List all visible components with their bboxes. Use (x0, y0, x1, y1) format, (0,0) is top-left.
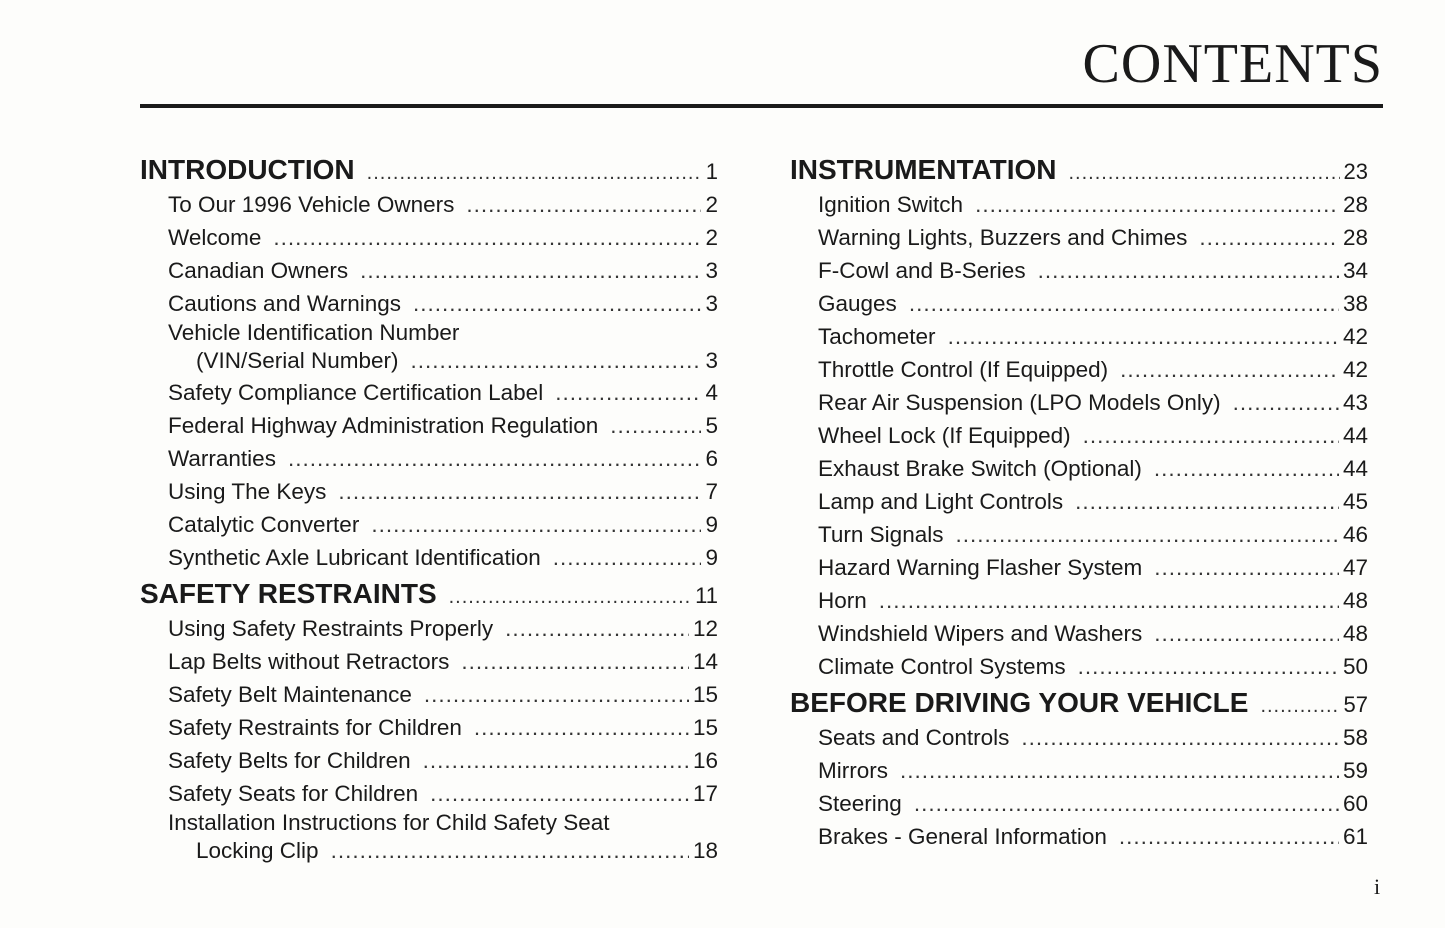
dot-leader (411, 346, 702, 376)
section-heading: INSTRUMENTATION (790, 154, 1057, 185)
toc-entry[interactable] (790, 650, 1368, 683)
dot-leader (288, 442, 702, 475)
entry-title: Catalytic Converter (168, 512, 360, 537)
page-number: 9 (705, 512, 718, 537)
dot-leader (1119, 820, 1339, 853)
dot-leader (1154, 452, 1339, 485)
dot-leader (975, 188, 1339, 221)
entry-title: Ignition Switch (818, 192, 964, 217)
entry-title: Installation Instructions for Child Safety Seat (168, 810, 610, 835)
section-heading: SAFETY RESTRAINTS (140, 578, 437, 609)
entry-title: Mirrors (818, 758, 888, 783)
dot-leader (424, 678, 689, 711)
section-heading: BEFORE DRIVING YOUR VEHICLE (790, 687, 1249, 718)
toc-section-safety-restraints[interactable] (140, 576, 718, 612)
toc-entry[interactable] (790, 353, 1368, 386)
toc-entry[interactable] (140, 475, 718, 508)
entry-title: Warning Lights, Buzzers and Chimes (818, 225, 1188, 250)
toc-entry[interactable] (140, 221, 718, 254)
toc-entry[interactable] (790, 452, 1368, 485)
dot-leader (449, 579, 692, 615)
toc-entry[interactable] (790, 188, 1368, 221)
entry-title: Federal Highway Administration Regulation (168, 413, 599, 438)
dot-leader (914, 787, 1339, 820)
toc-entry[interactable] (140, 409, 718, 442)
dot-leader (1233, 386, 1339, 419)
entry-title: Safety Seats for Children (168, 781, 419, 806)
toc-entry[interactable] (790, 787, 1368, 820)
page-number: 14 (692, 649, 718, 674)
page-title: CONTENTS (1082, 33, 1383, 95)
toc-entry[interactable] (790, 419, 1368, 452)
dot-leader (879, 584, 1339, 617)
entry-title: Horn (818, 588, 867, 613)
toc-entry[interactable] (790, 485, 1368, 518)
entry-title: Tachometer (818, 324, 936, 349)
dot-leader (909, 287, 1339, 320)
toc-entry[interactable] (140, 744, 718, 777)
toc-left-column (140, 150, 718, 866)
page-number: 46 (1342, 522, 1368, 547)
page-number: 4 (705, 380, 718, 405)
page-number: 44 (1342, 456, 1368, 481)
toc-entry[interactable] (140, 678, 718, 711)
dot-leader (338, 475, 701, 508)
dot-leader (553, 541, 702, 574)
dot-leader (331, 836, 689, 866)
toc-entry-wrapped[interactable] (140, 810, 718, 866)
page-number: 42 (1342, 324, 1368, 349)
dot-leader (1038, 254, 1339, 287)
dot-leader (555, 376, 701, 409)
toc-entry[interactable] (140, 508, 718, 541)
entry-title: Safety Belt Maintenance (168, 682, 412, 707)
dot-leader (1083, 419, 1339, 452)
entry-title: Brakes - General Information (818, 824, 1107, 849)
page-number: 2 (705, 225, 718, 250)
toc-right-column (790, 150, 1368, 853)
dot-leader (430, 777, 689, 810)
toc-entry[interactable] (790, 386, 1368, 419)
page-number: 7 (705, 479, 718, 504)
entry-title: Welcome (168, 225, 262, 250)
entry-title: Vehicle Identification Number (168, 320, 460, 345)
toc-entry[interactable] (140, 541, 718, 574)
toc-section-instrumentation[interactable] (790, 152, 1368, 188)
toc-entry[interactable] (790, 754, 1368, 787)
dot-leader (1154, 551, 1339, 584)
page-number: 44 (1342, 423, 1368, 448)
toc-entry[interactable] (790, 617, 1368, 650)
dot-leader (360, 254, 701, 287)
entry-title: F-Cowl and B-Series (818, 258, 1026, 283)
page-number: 45 (1342, 489, 1368, 514)
page-number: 38 (1342, 291, 1368, 316)
entry-title: Warranties (168, 446, 276, 471)
dot-leader (371, 508, 701, 541)
dot-leader (1154, 617, 1339, 650)
toc-entry[interactable] (140, 645, 718, 678)
dot-leader (1021, 721, 1339, 754)
page-number-footer: i (1374, 874, 1381, 899)
dot-leader (948, 320, 1339, 353)
dot-leader (955, 518, 1338, 551)
entry-title: Climate Control Systems (818, 654, 1066, 679)
page-number: 5 (705, 413, 718, 438)
dot-leader (273, 221, 701, 254)
toc-section-before-driving[interactable] (790, 685, 1368, 721)
entry-title: Windshield Wipers and Washers (818, 621, 1143, 646)
toc-entry[interactable] (140, 188, 718, 221)
dot-leader (900, 754, 1339, 787)
entry-title: Synthetic Axle Lubricant Identification (168, 545, 541, 570)
toc-entry[interactable] (790, 320, 1368, 353)
page-number: 2 (705, 192, 718, 217)
toc-entry[interactable] (790, 551, 1368, 584)
entry-title: Safety Belts for Children (168, 748, 411, 773)
dot-leader (1120, 353, 1339, 386)
entry-title: Using The Keys (168, 479, 327, 504)
dot-leader (1260, 688, 1339, 724)
toc-entry[interactable] (140, 442, 718, 475)
page-number: 28 (1342, 225, 1368, 250)
page-number: 58 (1342, 725, 1368, 750)
page-number: 15 (692, 682, 718, 707)
entry-title: Using Safety Restraints Properly (168, 616, 494, 641)
toc-entry[interactable] (790, 584, 1368, 617)
dot-leader (474, 711, 689, 744)
page-number: 60 (1342, 791, 1368, 816)
page-number: 17 (692, 781, 718, 806)
toc-entry[interactable] (140, 711, 718, 744)
page-number: 57 (1343, 692, 1368, 717)
toc-entry[interactable] (140, 376, 718, 409)
toc-entry[interactable] (140, 612, 718, 645)
page-number: 1 (705, 159, 718, 184)
toc-section-introduction[interactable] (140, 152, 718, 188)
page-number: 18 (692, 838, 718, 863)
page-number: 3 (705, 291, 718, 316)
dot-leader (461, 645, 689, 678)
page-number: 12 (692, 616, 718, 641)
dot-leader (1199, 221, 1339, 254)
toc-entry[interactable] (140, 777, 718, 810)
page-number: 42 (1342, 357, 1368, 382)
page-number: 48 (1342, 621, 1368, 646)
entry-title: Turn Signals (818, 522, 944, 547)
page-number: 3 (705, 348, 718, 373)
page-number: 23 (1343, 159, 1368, 184)
toc-entry[interactable] (140, 254, 718, 287)
page-number: 3 (705, 258, 718, 283)
entry-title: Lamp and Light Controls (818, 489, 1064, 514)
dot-leader (1075, 485, 1339, 518)
entry-title: Gauges (818, 291, 897, 316)
dot-leader (466, 188, 701, 221)
entry-title: Lap Belts without Retractors (168, 649, 450, 674)
page-number: 43 (1342, 390, 1368, 415)
entry-title: Safety Compliance Certification Label (168, 380, 544, 405)
entry-title: Canadian Owners (168, 258, 349, 283)
page-number: 47 (1342, 555, 1368, 580)
page-number: 59 (1342, 758, 1368, 783)
entry-title: Safety Restraints for Children (168, 715, 462, 740)
entry-title: Steering (818, 791, 902, 816)
dot-leader (1069, 155, 1340, 191)
dot-leader (505, 612, 689, 645)
dot-leader (1078, 650, 1339, 683)
toc-entry[interactable] (140, 287, 718, 320)
page-number: 16 (692, 748, 718, 773)
toc-entry[interactable] (790, 820, 1368, 853)
title-rule (140, 104, 1383, 108)
entry-title: Exhaust Brake Switch (Optional) (818, 456, 1142, 481)
page-number: 61 (1342, 824, 1368, 849)
section-heading: INTRODUCTION (140, 154, 355, 185)
page-number: 15 (692, 715, 718, 740)
entry-title: Seats and Controls (818, 725, 1010, 750)
toc-entry-wrapped[interactable] (140, 320, 718, 376)
entry-title: Throttle Control (If Equipped) (818, 357, 1109, 382)
entry-title: Hazard Warning Flasher System (818, 555, 1143, 580)
page-number: 6 (705, 446, 718, 471)
dot-leader (610, 409, 701, 442)
page-number: 9 (705, 545, 718, 570)
page-number: 28 (1342, 192, 1368, 217)
page-number: 34 (1342, 258, 1368, 283)
entry-title: Cautions and Warnings (168, 291, 402, 316)
page-number: 50 (1342, 654, 1368, 679)
dot-leader (423, 744, 689, 777)
toc-entry[interactable] (790, 254, 1368, 287)
toc-entry[interactable] (790, 287, 1368, 320)
dot-leader (413, 287, 701, 320)
entry-title-continuation: Locking Clip (196, 838, 319, 863)
page-number: 48 (1342, 588, 1368, 613)
entry-title-continuation: (VIN/Serial Number) (196, 348, 399, 373)
entry-title: Wheel Lock (If Equipped) (818, 423, 1071, 448)
entry-title: To Our 1996 Vehicle Owners (168, 192, 455, 217)
dot-leader (367, 155, 702, 191)
toc-entry[interactable] (790, 221, 1368, 254)
toc-entry[interactable] (790, 721, 1368, 754)
page-number: 11 (695, 583, 718, 608)
entry-title: Rear Air Suspension (LPO Models Only) (818, 390, 1221, 415)
toc-entry[interactable] (790, 518, 1368, 551)
